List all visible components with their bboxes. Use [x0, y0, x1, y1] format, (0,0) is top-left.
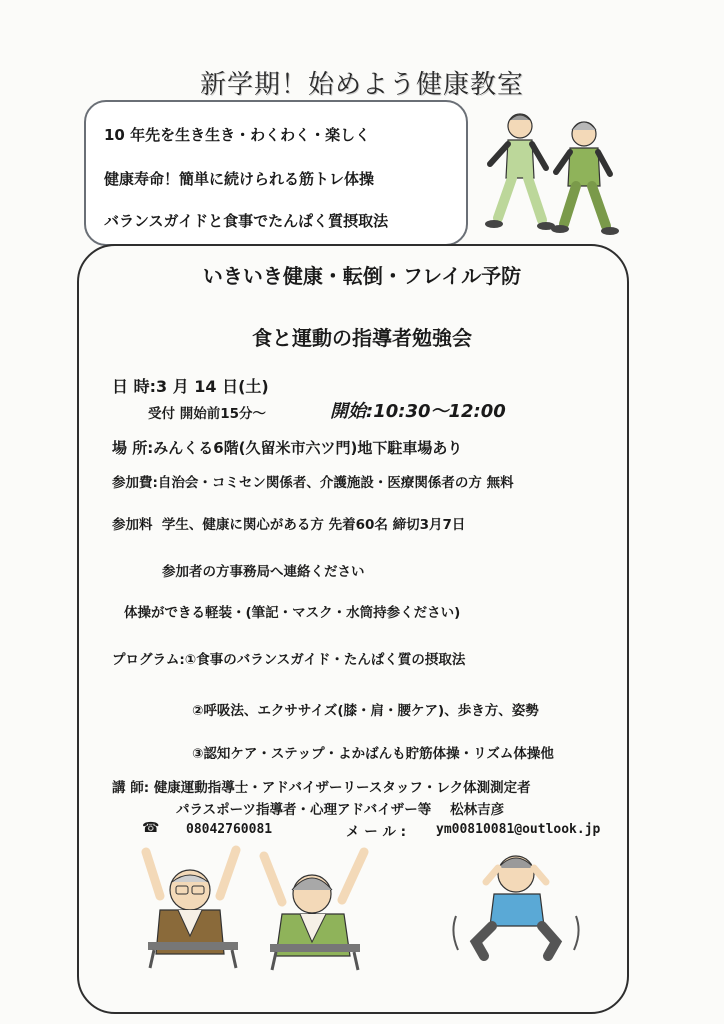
attire-note: 体操ができる軽装・(筆記・マスク・水筒持参ください): [124, 605, 461, 621]
reception-time: 受付 開始前15分～: [148, 406, 266, 422]
date-label: 日 時:: [112, 377, 156, 396]
date-row: [112, 374, 269, 397]
program-row: [112, 648, 465, 668]
highlights-box: [84, 100, 468, 246]
email-label: メ ー ル :: [346, 824, 406, 840]
participants-label: 参加費:: [112, 475, 158, 491]
phone-icon: ☎: [142, 820, 160, 836]
contact-note: 参加者の方事務局へ連絡ください: [162, 564, 365, 580]
instructor-label: 講 師:: [112, 780, 150, 796]
venue-row: [112, 437, 462, 458]
date-value: 3 月 14 日(土): [155, 377, 269, 396]
program-label: プログラム:: [112, 652, 185, 668]
page-title: 新学期！始めよう健康教室: [199, 70, 524, 100]
event-title: 食と運動の指導者勉強会: [252, 326, 472, 350]
fee-label: 参加料: [112, 517, 153, 533]
walking-seniors-illustration: [472, 108, 632, 236]
participants-row: [112, 471, 514, 491]
participants-value: 自治会・コミセン関係者、介護施設・医療関係者の方 無料: [157, 475, 514, 491]
highlight-3: バランスガイドと食事でたんぱく質摂取法: [104, 212, 389, 230]
seated-exercise-illustration: [132, 846, 372, 970]
instructor-name: 松林吉彦: [450, 802, 505, 818]
start-time: 開始:10:30～12:00: [330, 401, 506, 422]
instructor-row: [112, 776, 531, 796]
instructor-line2: パラスポーツ指導者・心理アドバイザー等: [176, 802, 432, 818]
program-item-3: ③認知ケア・ステップ・よかばんも貯筋体操・リズム体操他: [192, 746, 554, 762]
highlight-2: 健康寿命！簡単に続けられる筋トレ体操: [104, 170, 375, 188]
instructor-line2-row: [176, 798, 504, 818]
venue-label: 場 所:: [112, 439, 154, 457]
venue-value: みんくる6階(久留米市六ツ門)地下駐車場あり: [153, 439, 463, 457]
instructor-line1: 健康運動指導士・アドバイザーリースタッフ・レク体測測定者: [153, 780, 531, 796]
squat-exercise-illustration: [446, 846, 586, 960]
phone-number[interactable]: 08042760081: [186, 822, 273, 837]
program-item-2: ②呼吸法、エクササイズ(膝・肩・腰ケア)、歩き方、姿勢: [192, 703, 539, 719]
highlight-1: 10 年先を生き生き・わくわく・楽しく: [104, 126, 371, 144]
fee-value: 学生、健康に関心がある方 先着60名 締切3月7日: [161, 517, 466, 533]
fee-row: [112, 513, 465, 533]
subtitle: いきいき健康・転倒・フレイル予防: [202, 264, 522, 288]
email-address[interactable]: ym00810081@outlook.jp: [436, 822, 601, 837]
program-item-1: ①食事のバランスガイド・たんぱく質の摂取法: [184, 652, 466, 668]
